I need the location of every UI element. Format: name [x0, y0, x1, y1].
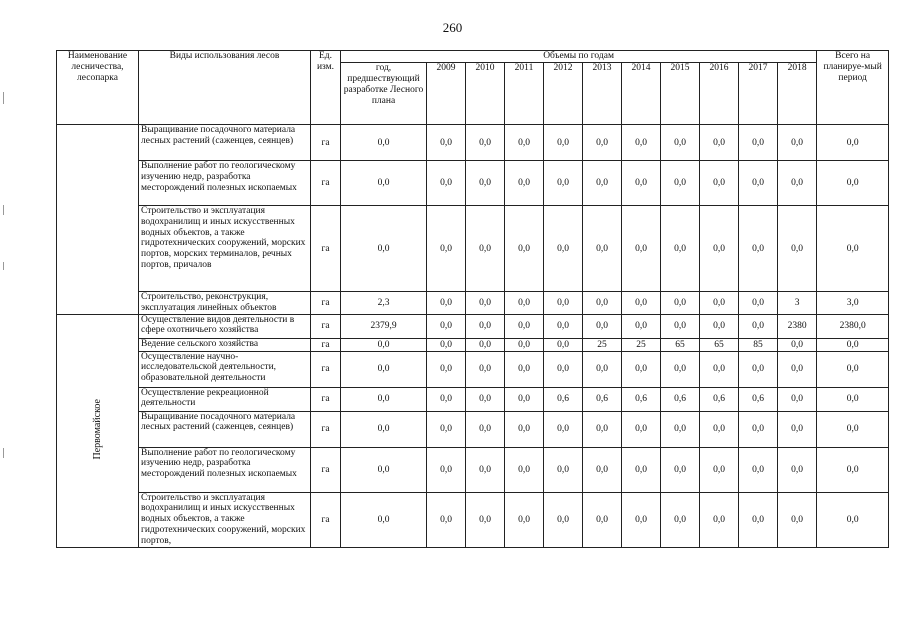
- forestry-name: Первомайское: [92, 398, 103, 460]
- year-value: 0,0: [544, 411, 583, 447]
- year-value: 0,0: [661, 351, 700, 387]
- year-value: 0,0: [778, 492, 817, 547]
- year-value: 0,0: [466, 161, 505, 206]
- unit-cell: га: [311, 411, 341, 447]
- year-value: 0,6: [661, 387, 700, 411]
- year-value: 2380: [778, 314, 817, 338]
- year-value: 0,0: [778, 387, 817, 411]
- table-row: [57, 411, 889, 447]
- prior-year-value: 0,0: [341, 161, 427, 206]
- table-row: [57, 338, 889, 351]
- use-type-cell: Строительство и эксплуатация водохранилищ и иных искусственных водных объектов, а также гидротехнических сооружений, морских портов, морских терминалов, речных портов, причалов: [139, 206, 311, 292]
- year-value: 0,0: [661, 125, 700, 161]
- total-value: 3,0: [817, 292, 889, 315]
- prior-year-value: 0,0: [341, 206, 427, 292]
- table-row: [57, 492, 889, 547]
- year-value: 0,0: [505, 411, 544, 447]
- year-value: 0,0: [661, 411, 700, 447]
- use-type-cell: Осуществление научно-исследовательской деятельности, образовательной деятельности: [139, 351, 311, 387]
- year-value: 0,0: [583, 206, 622, 292]
- year-value: 0,0: [739, 492, 778, 547]
- total-value: 0,0: [817, 206, 889, 292]
- forest-use-table: [56, 50, 889, 548]
- year-value: 0,0: [544, 161, 583, 206]
- year-value: 0,0: [700, 161, 739, 206]
- year-value: 0,0: [427, 387, 466, 411]
- year-value: 0,0: [778, 161, 817, 206]
- use-type-cell: Строительство, реконструкция, эксплуатация линейных объектов: [139, 292, 311, 315]
- margin-mark: [3, 262, 4, 270]
- total-value: 0,0: [817, 351, 889, 387]
- table-row: [57, 387, 889, 411]
- year-value: 0,0: [583, 314, 622, 338]
- use-type-cell: Осуществление видов деятельности в сфере охотничьего хозяйства: [139, 314, 311, 338]
- year-value: 0,0: [505, 125, 544, 161]
- table-row: [57, 161, 889, 206]
- header-year-2015: 2015: [661, 63, 700, 125]
- year-value: 0,0: [505, 161, 544, 206]
- year-value: 0,0: [505, 314, 544, 338]
- header-year-2010: 2010: [466, 63, 505, 125]
- year-value: 0,0: [661, 492, 700, 547]
- year-value: 0,0: [622, 351, 661, 387]
- unit-cell: га: [311, 125, 341, 161]
- forestry-name-cell: [57, 314, 139, 547]
- table-row: [57, 292, 889, 315]
- year-value: 0,0: [583, 492, 622, 547]
- year-value: 0,6: [700, 387, 739, 411]
- year-value: 0,0: [505, 387, 544, 411]
- year-value: 0,0: [466, 411, 505, 447]
- unit-cell: га: [311, 206, 341, 292]
- year-value: 0,0: [739, 292, 778, 315]
- forestry-name-cell: [57, 125, 139, 315]
- margin-mark: [3, 92, 4, 104]
- header-year-2016: 2016: [700, 63, 739, 125]
- year-value: 0,0: [778, 411, 817, 447]
- year-value: 0,0: [544, 338, 583, 351]
- year-value: 0,0: [661, 161, 700, 206]
- year-value: 0,0: [427, 338, 466, 351]
- year-value: 0,0: [700, 411, 739, 447]
- table-row: [57, 125, 889, 161]
- year-value: 0,0: [544, 492, 583, 547]
- year-value: 0,6: [544, 387, 583, 411]
- year-value: 0,0: [427, 125, 466, 161]
- year-value: 0,0: [505, 447, 544, 492]
- year-value: 0,0: [583, 447, 622, 492]
- prior-year-value: 2,3: [341, 292, 427, 315]
- prior-year-value: 0,0: [341, 338, 427, 351]
- unit-cell: га: [311, 351, 341, 387]
- year-value: 0,0: [583, 125, 622, 161]
- year-value: 0,0: [583, 411, 622, 447]
- unit-cell: га: [311, 492, 341, 547]
- year-value: 0,0: [700, 492, 739, 547]
- header-volumes: Объемы по годам: [341, 51, 817, 63]
- table-row: [57, 351, 889, 387]
- year-value: 0,0: [466, 125, 505, 161]
- unit-cell: га: [311, 161, 341, 206]
- year-value: 0,0: [622, 492, 661, 547]
- margin-mark: [3, 205, 4, 215]
- prior-year-value: 0,0: [341, 447, 427, 492]
- table-row: [57, 206, 889, 292]
- year-value: 0,0: [739, 447, 778, 492]
- year-value: 0,0: [622, 292, 661, 315]
- prior-year-value: 0,0: [341, 125, 427, 161]
- year-value: 0,0: [739, 314, 778, 338]
- use-type-cell: Выполнение работ по геологическому изучению недр, разработка месторождений полезных ископаемых: [139, 447, 311, 492]
- year-value: 0,0: [466, 447, 505, 492]
- total-value: 0,0: [817, 338, 889, 351]
- prior-year-value: 0,0: [341, 387, 427, 411]
- year-value: 0,0: [700, 447, 739, 492]
- year-value: 0,0: [544, 292, 583, 315]
- prior-year-value: 2379,9: [341, 314, 427, 338]
- use-type-cell: Осуществление рекреационной деятельности: [139, 387, 311, 411]
- year-value: 0,0: [427, 492, 466, 547]
- table-row: [57, 447, 889, 492]
- year-value: 65: [661, 338, 700, 351]
- header-year-2018: 2018: [778, 63, 817, 125]
- prior-year-value: 0,0: [341, 411, 427, 447]
- use-type-cell: Выполнение работ по геологическому изучению недр, разработка месторождений полезных ископаемых: [139, 161, 311, 206]
- table-row: [57, 314, 889, 338]
- year-value: 0,6: [583, 387, 622, 411]
- total-value: 0,0: [817, 447, 889, 492]
- unit-cell: га: [311, 387, 341, 411]
- year-value: 0,0: [466, 492, 505, 547]
- year-value: 0,0: [583, 351, 622, 387]
- margin-mark: [3, 448, 4, 458]
- page-number: 260: [442, 20, 463, 35]
- year-value: 0,0: [466, 387, 505, 411]
- year-value: 0,0: [583, 161, 622, 206]
- header-forestry: Наименование лесничества, лесопарка: [57, 51, 139, 125]
- year-value: 0,6: [739, 387, 778, 411]
- year-value: 0,0: [427, 351, 466, 387]
- year-value: 0,0: [778, 125, 817, 161]
- year-value: 0,0: [427, 447, 466, 492]
- year-value: 0,0: [427, 206, 466, 292]
- year-value: 0,0: [466, 314, 505, 338]
- header-prior-year: год, предшествующий разработке Лесного плана: [341, 63, 427, 125]
- year-value: 0,0: [700, 292, 739, 315]
- use-type-cell: Выращивание посадочного материала лесных растений (саженцев, сеянцев): [139, 411, 311, 447]
- year-value: 0,0: [505, 206, 544, 292]
- year-value: 0,0: [778, 447, 817, 492]
- total-value: 0,0: [817, 411, 889, 447]
- use-type-cell: Строительство и эксплуатация водохранилищ и иных искусственных водных объектов, а также гидротехнических сооружений, морских портов,: [139, 492, 311, 547]
- year-value: 0,0: [661, 314, 700, 338]
- year-value: 0,0: [661, 447, 700, 492]
- year-value: 0,0: [739, 411, 778, 447]
- year-value: 0,0: [544, 351, 583, 387]
- year-value: 25: [622, 338, 661, 351]
- header-year-2011: 2011: [505, 63, 544, 125]
- year-value: 0,0: [622, 447, 661, 492]
- year-value: 0,0: [505, 338, 544, 351]
- year-value: 0,6: [622, 387, 661, 411]
- unit-cell: га: [311, 447, 341, 492]
- year-value: 0,0: [739, 161, 778, 206]
- year-value: 0,0: [544, 314, 583, 338]
- unit-cell: га: [311, 292, 341, 315]
- year-value: 0,0: [505, 492, 544, 547]
- header-year-2013: 2013: [583, 63, 622, 125]
- unit-cell: га: [311, 338, 341, 351]
- unit-cell: га: [311, 314, 341, 338]
- year-value: 0,0: [427, 161, 466, 206]
- total-value: 2380,0: [817, 314, 889, 338]
- header-use-type: Виды использования лесов: [139, 51, 311, 125]
- year-value: 0,0: [622, 161, 661, 206]
- year-value: 0,0: [700, 125, 739, 161]
- year-value: 0,0: [544, 125, 583, 161]
- header-year-2012: 2012: [544, 63, 583, 125]
- header-total: Всего на планируе-мый период: [817, 51, 889, 125]
- year-value: 0,0: [700, 314, 739, 338]
- year-value: 0,0: [583, 292, 622, 315]
- year-value: 0,0: [778, 351, 817, 387]
- year-value: 0,0: [739, 125, 778, 161]
- year-value: 0,0: [622, 125, 661, 161]
- prior-year-value: 0,0: [341, 351, 427, 387]
- year-value: 3: [778, 292, 817, 315]
- year-value: 0,0: [505, 351, 544, 387]
- year-value: 0,0: [661, 292, 700, 315]
- year-value: 0,0: [700, 206, 739, 292]
- year-value: 0,0: [622, 314, 661, 338]
- year-value: 0,0: [505, 292, 544, 315]
- year-value: 0,0: [466, 292, 505, 315]
- year-value: 0,0: [466, 351, 505, 387]
- year-value: 0,0: [778, 338, 817, 351]
- total-value: 0,0: [817, 492, 889, 547]
- year-value: 0,0: [427, 314, 466, 338]
- total-value: 0,0: [817, 161, 889, 206]
- year-value: 0,0: [739, 206, 778, 292]
- header-unit: Ед. изм.: [311, 51, 341, 125]
- header-year-2009: 2009: [427, 63, 466, 125]
- prior-year-value: 0,0: [341, 492, 427, 547]
- year-value: 0,0: [622, 206, 661, 292]
- year-value: 0,0: [466, 338, 505, 351]
- year-value: 0,0: [661, 206, 700, 292]
- year-value: 0,0: [739, 351, 778, 387]
- year-value: 0,0: [427, 411, 466, 447]
- header-year-2017: 2017: [739, 63, 778, 125]
- total-value: 0,0: [817, 387, 889, 411]
- year-value: 25: [583, 338, 622, 351]
- year-value: 0,0: [700, 351, 739, 387]
- use-type-cell: Выращивание посадочного материала лесных растений (саженцев, сеянцев): [139, 125, 311, 161]
- year-value: 0,0: [778, 206, 817, 292]
- year-value: 0,0: [466, 206, 505, 292]
- year-value: 0,0: [544, 206, 583, 292]
- year-value: 85: [739, 338, 778, 351]
- year-value: 65: [700, 338, 739, 351]
- use-type-cell: Ведение сельского хозяйства: [139, 338, 311, 351]
- header-year-2014: 2014: [622, 63, 661, 125]
- year-value: 0,0: [427, 292, 466, 315]
- year-value: 0,0: [622, 411, 661, 447]
- total-value: 0,0: [817, 125, 889, 161]
- year-value: 0,0: [544, 447, 583, 492]
